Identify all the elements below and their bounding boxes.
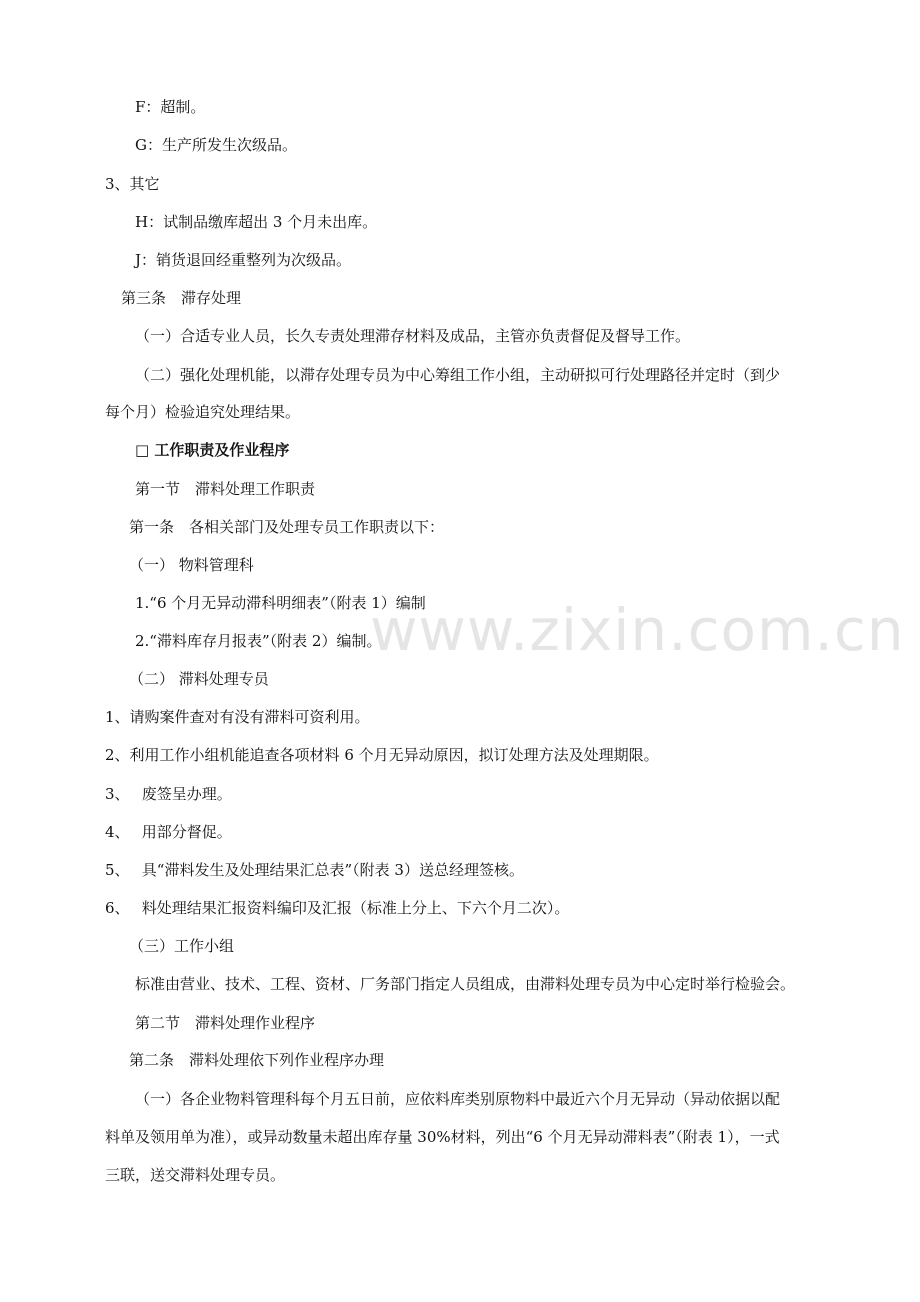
section-heading: □ 工作职责及作业程序: [135, 441, 290, 459]
subsection-heading: （三）工作小组: [129, 937, 235, 955]
item-j: J：销货退回经重整列为次级品。: [135, 251, 352, 269]
article-3-title: 第三条 滞存处理: [121, 289, 242, 307]
paragraph-continuation: 料单及领用单为准），或异动数量未超出库存量 30%材料，列出“6 个月无异动滞料表”（附表 1），一式: [105, 1128, 780, 1146]
item-f: F：超制。: [135, 98, 206, 116]
heading-other: 3、其它: [105, 175, 160, 193]
subsection-heading: （一） 物料管理科: [129, 556, 254, 574]
list-item: 5、 具“滞料发生及处理结果汇总表”（附表 3）送总经理签核。: [105, 861, 524, 879]
watermark: www.zixin.com.cn: [370, 596, 905, 664]
paragraph: （一）合适专业人员，长久专责处理滞存材料及成品，主管亦负责督促及督导工作。: [135, 327, 691, 345]
subsection-heading: （二） 滞料处理专员: [129, 670, 269, 688]
article-2-title: 第二条 滞料处理依下列作业程序办理: [129, 1051, 385, 1069]
item-g: G：生产所发生次级品。: [135, 136, 297, 154]
list-item: 1.“6 个月无异动滞科明细表”（附表 1）编制: [135, 594, 426, 612]
section-2-title: 第二节 滞料处理作业程序: [135, 1014, 316, 1032]
list-item: 2.“滞料库存月报表”（附表 2）编制。: [135, 632, 382, 650]
section-1-title: 第一节 滞料处理工作职责: [135, 480, 316, 498]
list-item: 6、 料处理结果汇报资料编印及汇报（标准上分上、下六个月二次）。: [105, 899, 570, 917]
list-item: 4、 用部分督促。: [105, 823, 232, 841]
list-item: 2、利用工作小组机能追查各项材料 6 个月无异动原因，拟订处理方法及处理期限。: [105, 746, 659, 764]
paragraph-continuation: 每个月）检验追究处理结果。: [105, 403, 301, 421]
article-1-title: 第一条 各相关部门及处理专员工作职责以下：: [129, 518, 445, 536]
paragraph-continuation: 三联，送交滞料处理专员。: [105, 1166, 286, 1184]
paragraph: 标准由营业、技术、工程、资材、厂务部门指定人员组成，由滞料处理专员为中心定时举行检验会。: [135, 975, 796, 993]
item-h: H：试制品缴库超出 3 个月未出库。: [135, 213, 378, 231]
paragraph: （二）强化处理机能，以滞存处理专员为中心筹组工作小组，主动研拟可行处理路径并定时（到少: [135, 366, 781, 384]
list-item: 3、 废签呈办理。: [105, 785, 232, 803]
list-item: 1、请购案件查对有没有滞料可资利用。: [105, 708, 370, 726]
paragraph: （一）各企业物料管理科每个月五日前，应依料库类别原物料中最近六个月无异动（异动依据以配: [135, 1090, 781, 1108]
